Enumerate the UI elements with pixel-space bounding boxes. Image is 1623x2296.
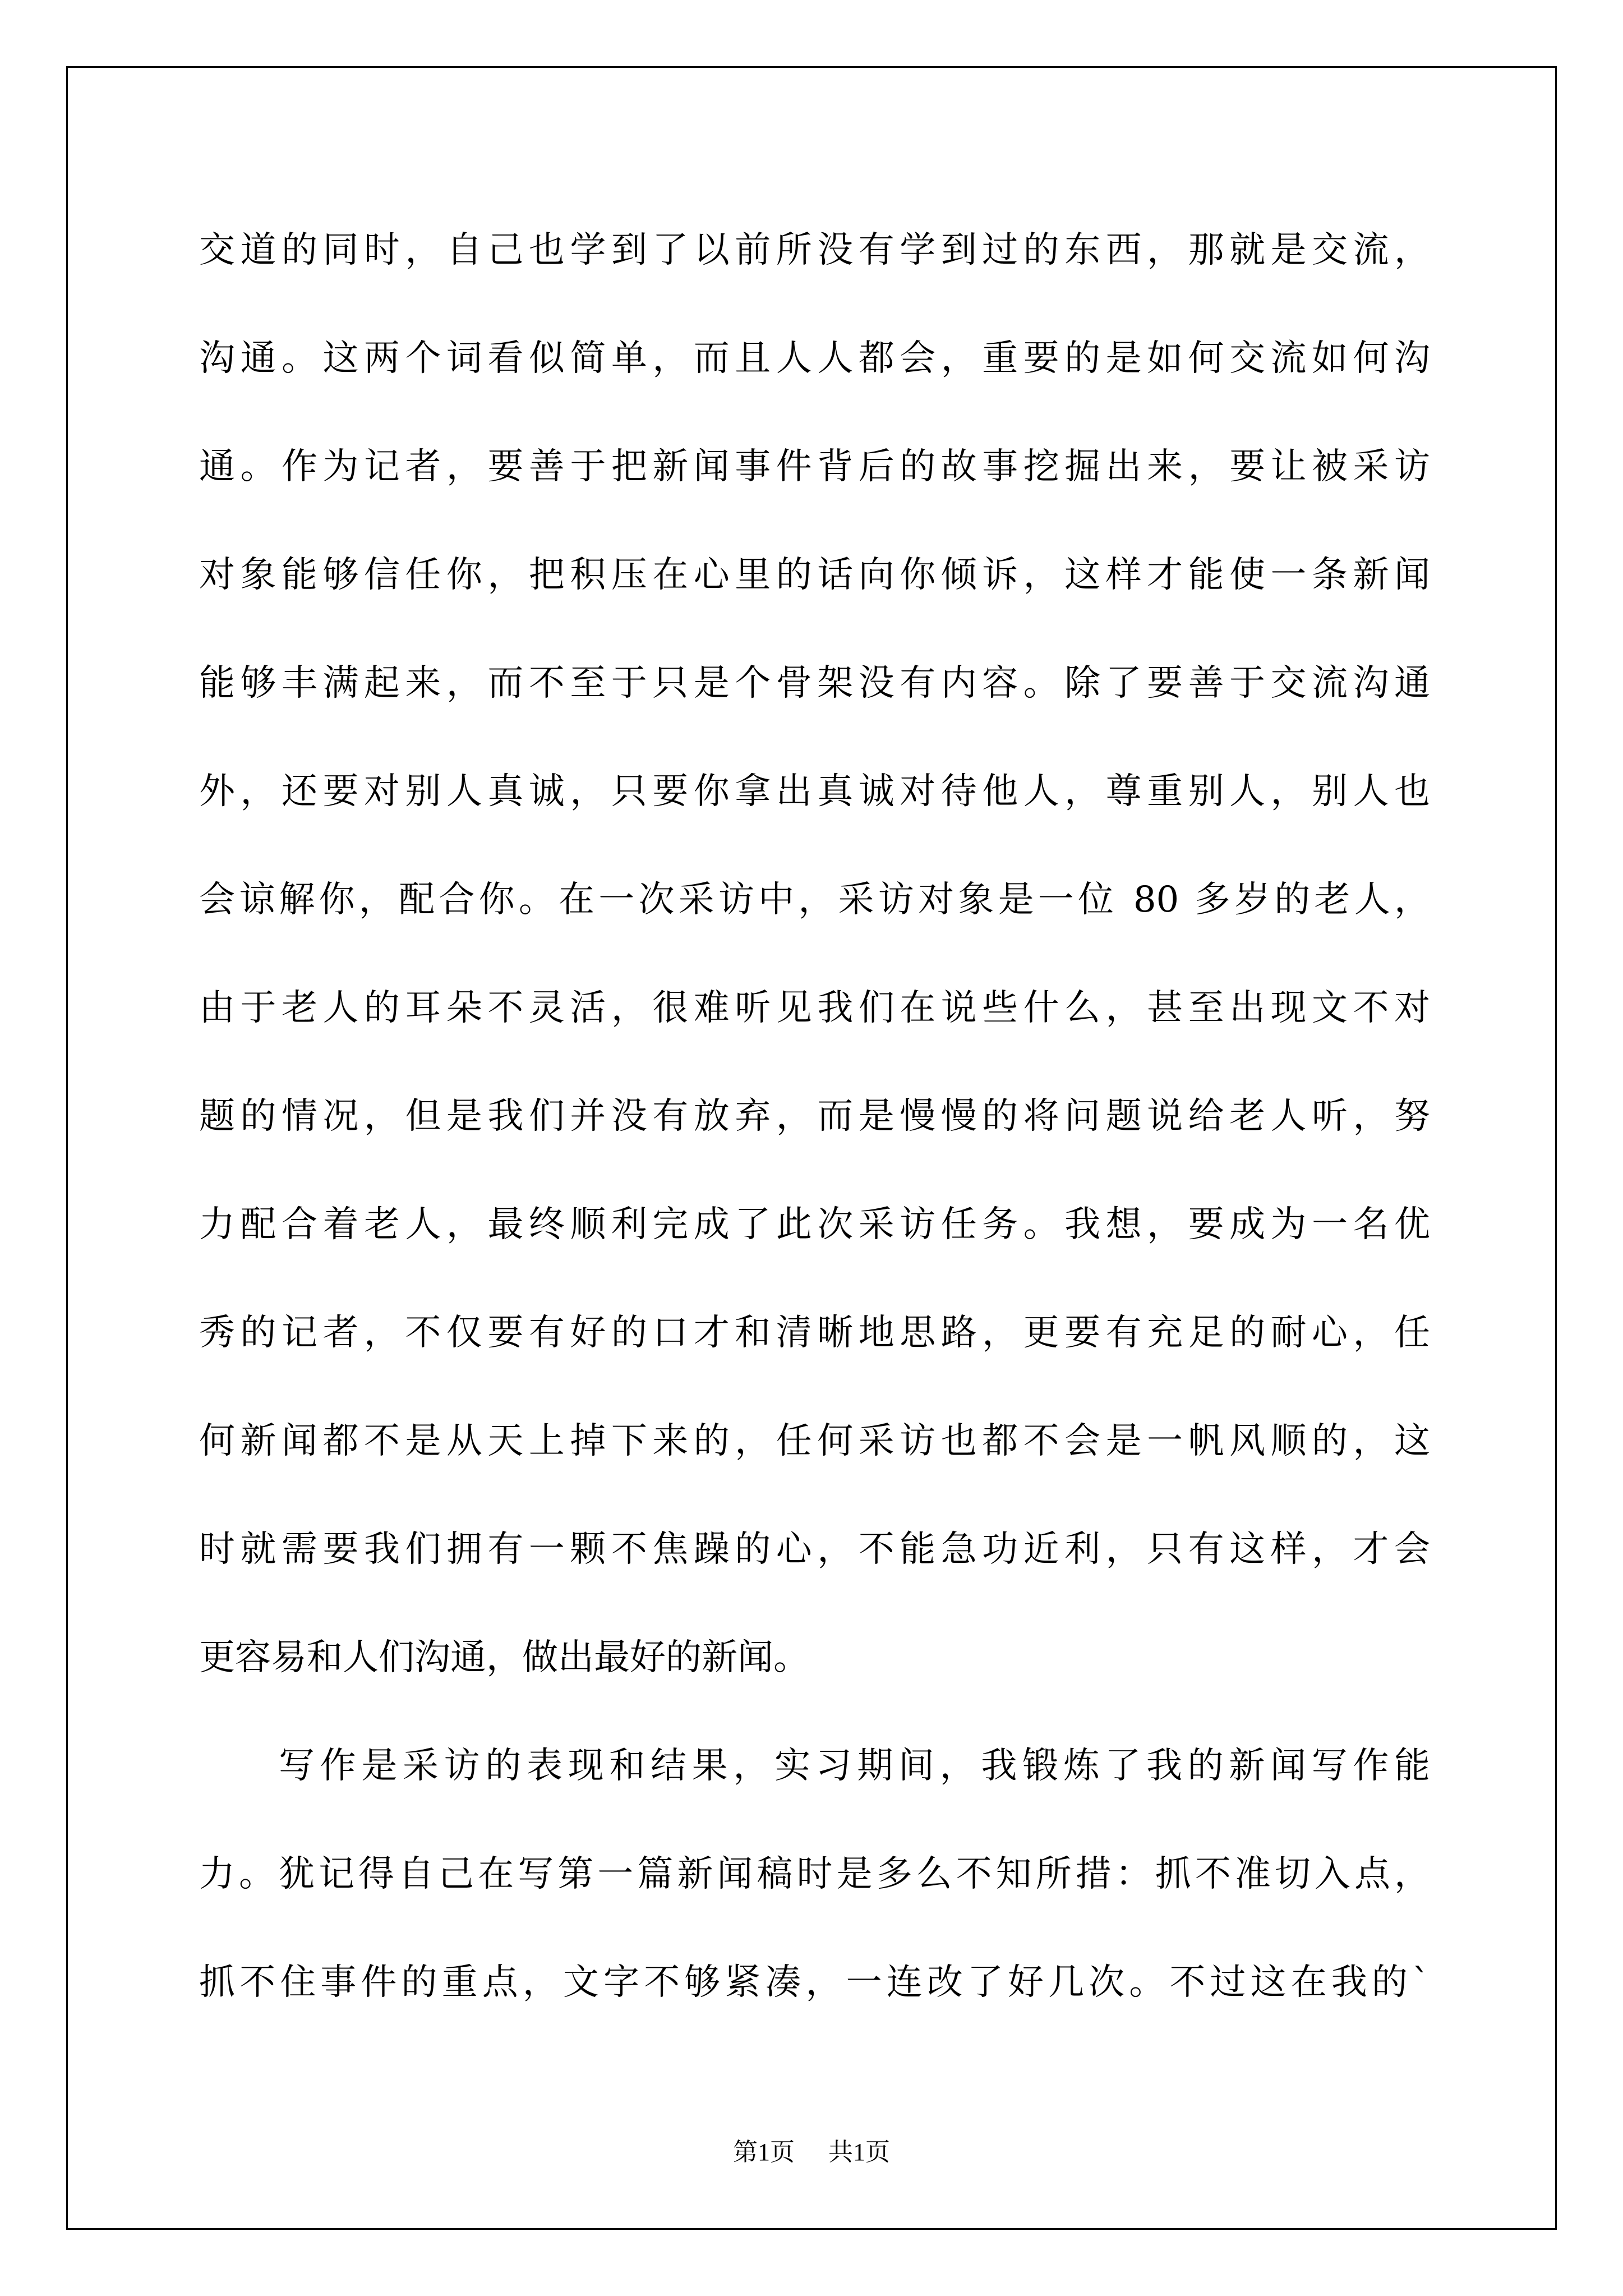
document-body — [199, 196, 1430, 2037]
text-line-4: 对象能够信任你，把积压在心里的话向你倾诉，这样才能使一条新闻 — [199, 554, 1430, 596]
text-line-17: 抓不住事件的重点，文字不够紧凑，一连改了好几次。不过这在我的` — [199, 1962, 1430, 2003]
text-line-8: 由于老人的耳朵不灵活，很难听见我们在说些什么，甚至出现文不对 — [199, 987, 1430, 1029]
page-number-total: 共1页 — [828, 2138, 890, 2166]
text-line-10: 力配合着老人，最终顺利完成了此次采访任务。我想，要成为一名优 — [199, 1204, 1430, 1245]
text-line-5: 能够丰满起来，而不至于只是个骨架没有内容。除了要善于交流沟通 — [199, 662, 1430, 704]
text-line-2: 沟通。这两个词看似简单，而且人人都会，重要的是如何交流如何沟 — [199, 338, 1430, 379]
text-line-11: 秀的记者，不仅要有好的口才和清晰地思路，更要有充足的耐心，任 — [199, 1312, 1430, 1354]
page-footer — [0, 2132, 1623, 2168]
text-line-7: 会谅解你，配合你。在一次采访中，采访对象是一位 80 多岁的老人， — [199, 879, 1430, 921]
text-line-3: 通。作为记者，要善于把新闻事件背后的故事挖掘出来，要让被采访 — [199, 446, 1430, 487]
page-number-current: 第1页 — [733, 2138, 795, 2166]
text-line-6: 外，还要对别人真诚，只要你拿出真诚对待他人，尊重别人，别人也 — [199, 771, 1430, 812]
text-line-1: 交道的同时，自己也学到了以前所没有学到过的东西，那就是交流， — [199, 229, 1430, 271]
text-line-13: 时就需要我们拥有一颗不焦躁的心，不能急功近利，只有这样，才会 — [199, 1529, 1430, 1570]
text-line-9: 题的情况，但是我们并没有放弃，而是慢慢的将问题说给老人听，努 — [199, 1096, 1430, 1137]
text-line-14: 更容易和人们沟通，做出最好的新闻。 — [199, 1637, 809, 1678]
text-line-15: 写作是采访的表现和结果，实习期间，我锻炼了我的新闻写作能 — [279, 1745, 1430, 1787]
text-line-16: 力。犹记得自己在写第一篇新闻稿时是多么不知所措：抓不准切入点， — [199, 1853, 1430, 1895]
text-line-12: 何新闻都不是从天上掉下来的，任何采访也都不会是一帆风顺的，这 — [199, 1420, 1430, 1462]
